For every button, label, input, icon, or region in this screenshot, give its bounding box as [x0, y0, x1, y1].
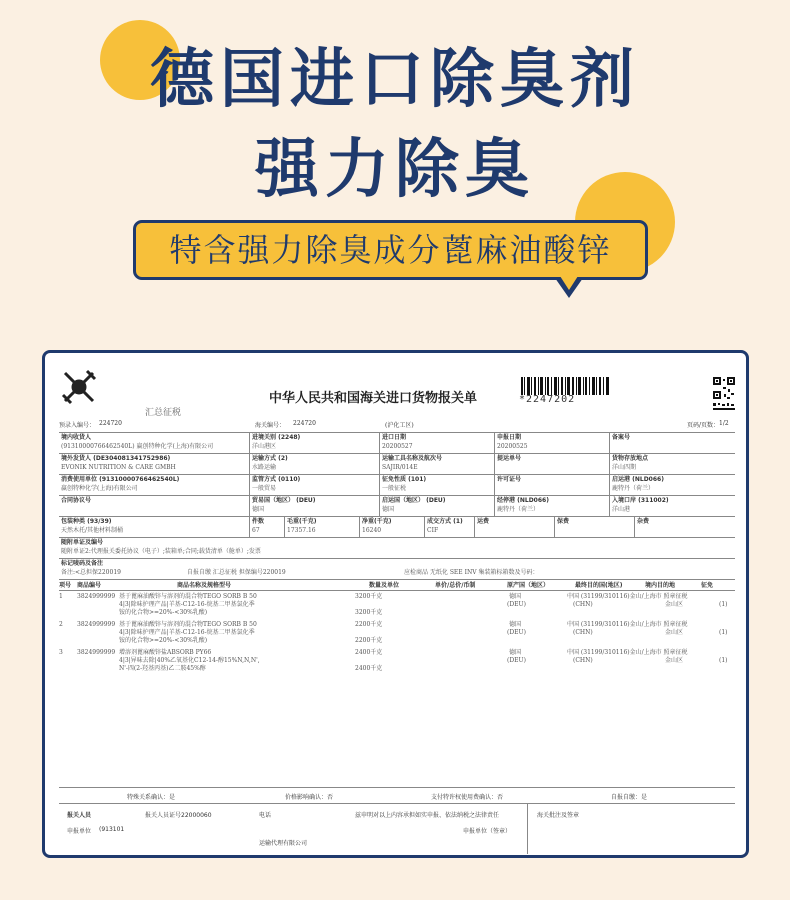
phone-label: 电话 — [259, 812, 272, 819]
customs-number-value: 224720 — [293, 420, 316, 427]
field-levy-nature: 征免性质 (101) 一般征税 — [379, 475, 494, 495]
field-insurance: 保费 — [554, 517, 634, 537]
page-value: 1/2 — [719, 420, 729, 427]
goods-row: 3 3824999999 增溶剂蓖麻酸锌盐ABSORB PY66 4|3|异味去除|40%乙氧基化C12-14-醇15%N,N,N', N'-四(2-羟基丙基)乙二胺45%醇 2400千克 2400千克 德国 (DEU) 中国 (31199/310116)金山/上海市 照章征税 (CHN) 金山区 (1) — [59, 649, 728, 672]
field-package-type: 包装种类 (93/39) 天然木托/其他材料制桶 — [61, 518, 124, 534]
declaring-unit-label: 申报单位 — [67, 828, 92, 835]
field-declare-date: 申报日期 20200525 — [494, 433, 609, 453]
approval-divider — [527, 804, 528, 854]
goods-table — [59, 590, 735, 765]
self-pay-confirm: 自报自缴：是 — [611, 794, 648, 801]
field-record-number: 备案号 — [609, 433, 735, 453]
royalty-confirm: 支付特许权使用费确认：否 — [431, 794, 504, 801]
field-consumer-unit: 消费使用单位 (91310000766462540L) 赢创特种化学(上海)有限公司 — [61, 476, 180, 492]
grid-row-package — [59, 516, 735, 537]
field-storage-location: 货物存放地点 洋山四期 — [609, 454, 735, 474]
price-effect-confirm: 价格影响确认：否 — [285, 794, 334, 801]
grid-row-4 — [59, 495, 735, 516]
qr-code-icon — [713, 377, 735, 411]
field-consignee: 境内收货人 (91310000766462540L) 赢创特种化学(上海)有限公司 — [61, 434, 214, 450]
declaring-unit-name: 运输代理有限公司 — [259, 840, 308, 847]
declaring-unit-sign: 申报单位（签章） — [463, 828, 512, 835]
field-contract-number: 合同协议号 — [61, 497, 92, 504]
field-entry-border: 入境口岸 (311002) 洋山港 — [609, 496, 735, 516]
customs-office: (沪化工区) — [385, 422, 414, 429]
barcode-number: *2247202 — [519, 394, 576, 405]
declaration-footer — [59, 787, 735, 853]
field-bill-of-lading: 提运单号 — [494, 454, 609, 474]
declaring-unit-code: (913101 — [99, 826, 125, 833]
barcode — [521, 377, 611, 395]
field-transport-mode: 运输方式 (2) 水路运输 — [249, 454, 379, 474]
field-departure-country: 启运国（地区） (DEU) 德国 — [379, 496, 494, 516]
page-label: 页码/页数： — [687, 422, 720, 429]
field-net-weight: 净重(千克) 16240 — [359, 517, 424, 537]
pre-entry-label: 预录入编号： — [59, 422, 96, 429]
field-license-number: 许可证号 — [494, 475, 609, 495]
document-title: 中华人民共和国海关进口货物报关单 — [269, 391, 478, 406]
field-gross-weight: 毛重(千克) 17357.16 — [284, 517, 359, 537]
legal-statement: 兹申明对以上内容承担如实申报、依法纳税之法律责任 — [355, 812, 500, 819]
declarant-cert: 报关人员证号22000060 — [145, 812, 212, 819]
field-trade-country: 贸易国（地区） (DEU) 德国 — [249, 496, 379, 516]
field-import-date: 进口日期 20200527 — [379, 433, 494, 453]
grid-row-1 — [59, 432, 735, 453]
field-other-fees: 杂费 — [634, 517, 735, 537]
goods-row: 1 3824999999 基于蓖麻油酸锌与溶剂的混合物TEGO SORB B 50 4|3|除味护理产品|羊基-C12-16-烷基二甲基氯化季 铵的化合物>=20%-<30%乳酸) 3200千克 3200千克 德国 (DEU) 中国 (31199/310116)金山/上海市 照章征税 (CHN) 金山区 (1) — [59, 593, 728, 616]
speech-bubble: 特含强力除臭成分蓖麻油酸锌 — [133, 220, 648, 280]
confirmation-row — [59, 787, 735, 803]
field-transaction-mode: 成交方式 (1) CIF — [424, 517, 474, 537]
special-relation-confirm: 特殊关系确认：是 — [127, 794, 176, 801]
marks-and-remarks: 标记唛码及备注 备注:<总担保220019 自报自缴 汇总征税 担保编号220019 应检商品 无纸化 SEE INV 集装箱标箱数及号码： — [59, 558, 735, 579]
customs-emblem-icon — [59, 367, 99, 407]
declarant-label: 报关人员 — [67, 812, 92, 819]
goods-table-header: 项号 商品编号 商品名称及规格型号 数量及单位 单价/总价/币制 原产国（地区） 最终目的国(地区) 境内目的地 征免 — [59, 579, 735, 590]
headline-line-2: 强力除臭 — [255, 133, 535, 207]
tax-type-label: 汇总征税 — [145, 408, 182, 418]
customs-approval: 海关批注及签章 — [537, 812, 580, 819]
goods-row: 2 3824999999 基于蓖麻油酸锌与溶剂的混合物TEGO SORB B 50 4|3|除味护理产品|羊基-C12-16-烷基二甲基氯化季 铵的化合物>=20%-<30%乳酸) 2200千克 2200千克 德国 (DEU) 中国 (31199/310116)金山/上海市 照章征税 (CHN) 金山区 (1) — [59, 621, 728, 644]
field-departure-port: 启运港 (NLD066) 鹿特丹（荷兰） — [609, 475, 735, 495]
declaration-grid — [59, 432, 735, 765]
signature-row — [59, 803, 735, 853]
field-entry-port: 进境关别 (2248) 洋山港区 — [249, 433, 379, 453]
pre-entry-value: 224720 — [99, 420, 122, 427]
field-supervision-mode: 监管方式 (0110) 一般贸易 — [249, 475, 379, 495]
attached-documents: 随附单证及编号 随附单证2:代理报关委托协议（电子）;装箱单;合同;载货清单（舱单）;发票 — [59, 537, 735, 558]
field-vessel: 运输工具名称及航次号 SAJIR/014E — [379, 454, 494, 474]
grid-row-2 — [59, 453, 735, 474]
field-piece-count: 件数 67 — [249, 517, 284, 537]
headline-line-1: 德国进口除臭剂 — [150, 43, 640, 117]
grid-row-3 — [59, 474, 735, 495]
speech-bubble-tail — [555, 278, 583, 298]
field-freight: 运费 — [474, 517, 554, 537]
document-header-line — [59, 418, 735, 430]
customs-number-label: 海关编号： — [255, 422, 286, 429]
customs-declaration-card — [42, 350, 749, 858]
field-shipper: 境外发货人 (DE304081341752986) EVONIK NUTRITION & CARE GMBH — [61, 455, 176, 471]
field-transit-port: 经停港 (NLD066) 鹿特丹（荷兰） — [494, 496, 609, 516]
